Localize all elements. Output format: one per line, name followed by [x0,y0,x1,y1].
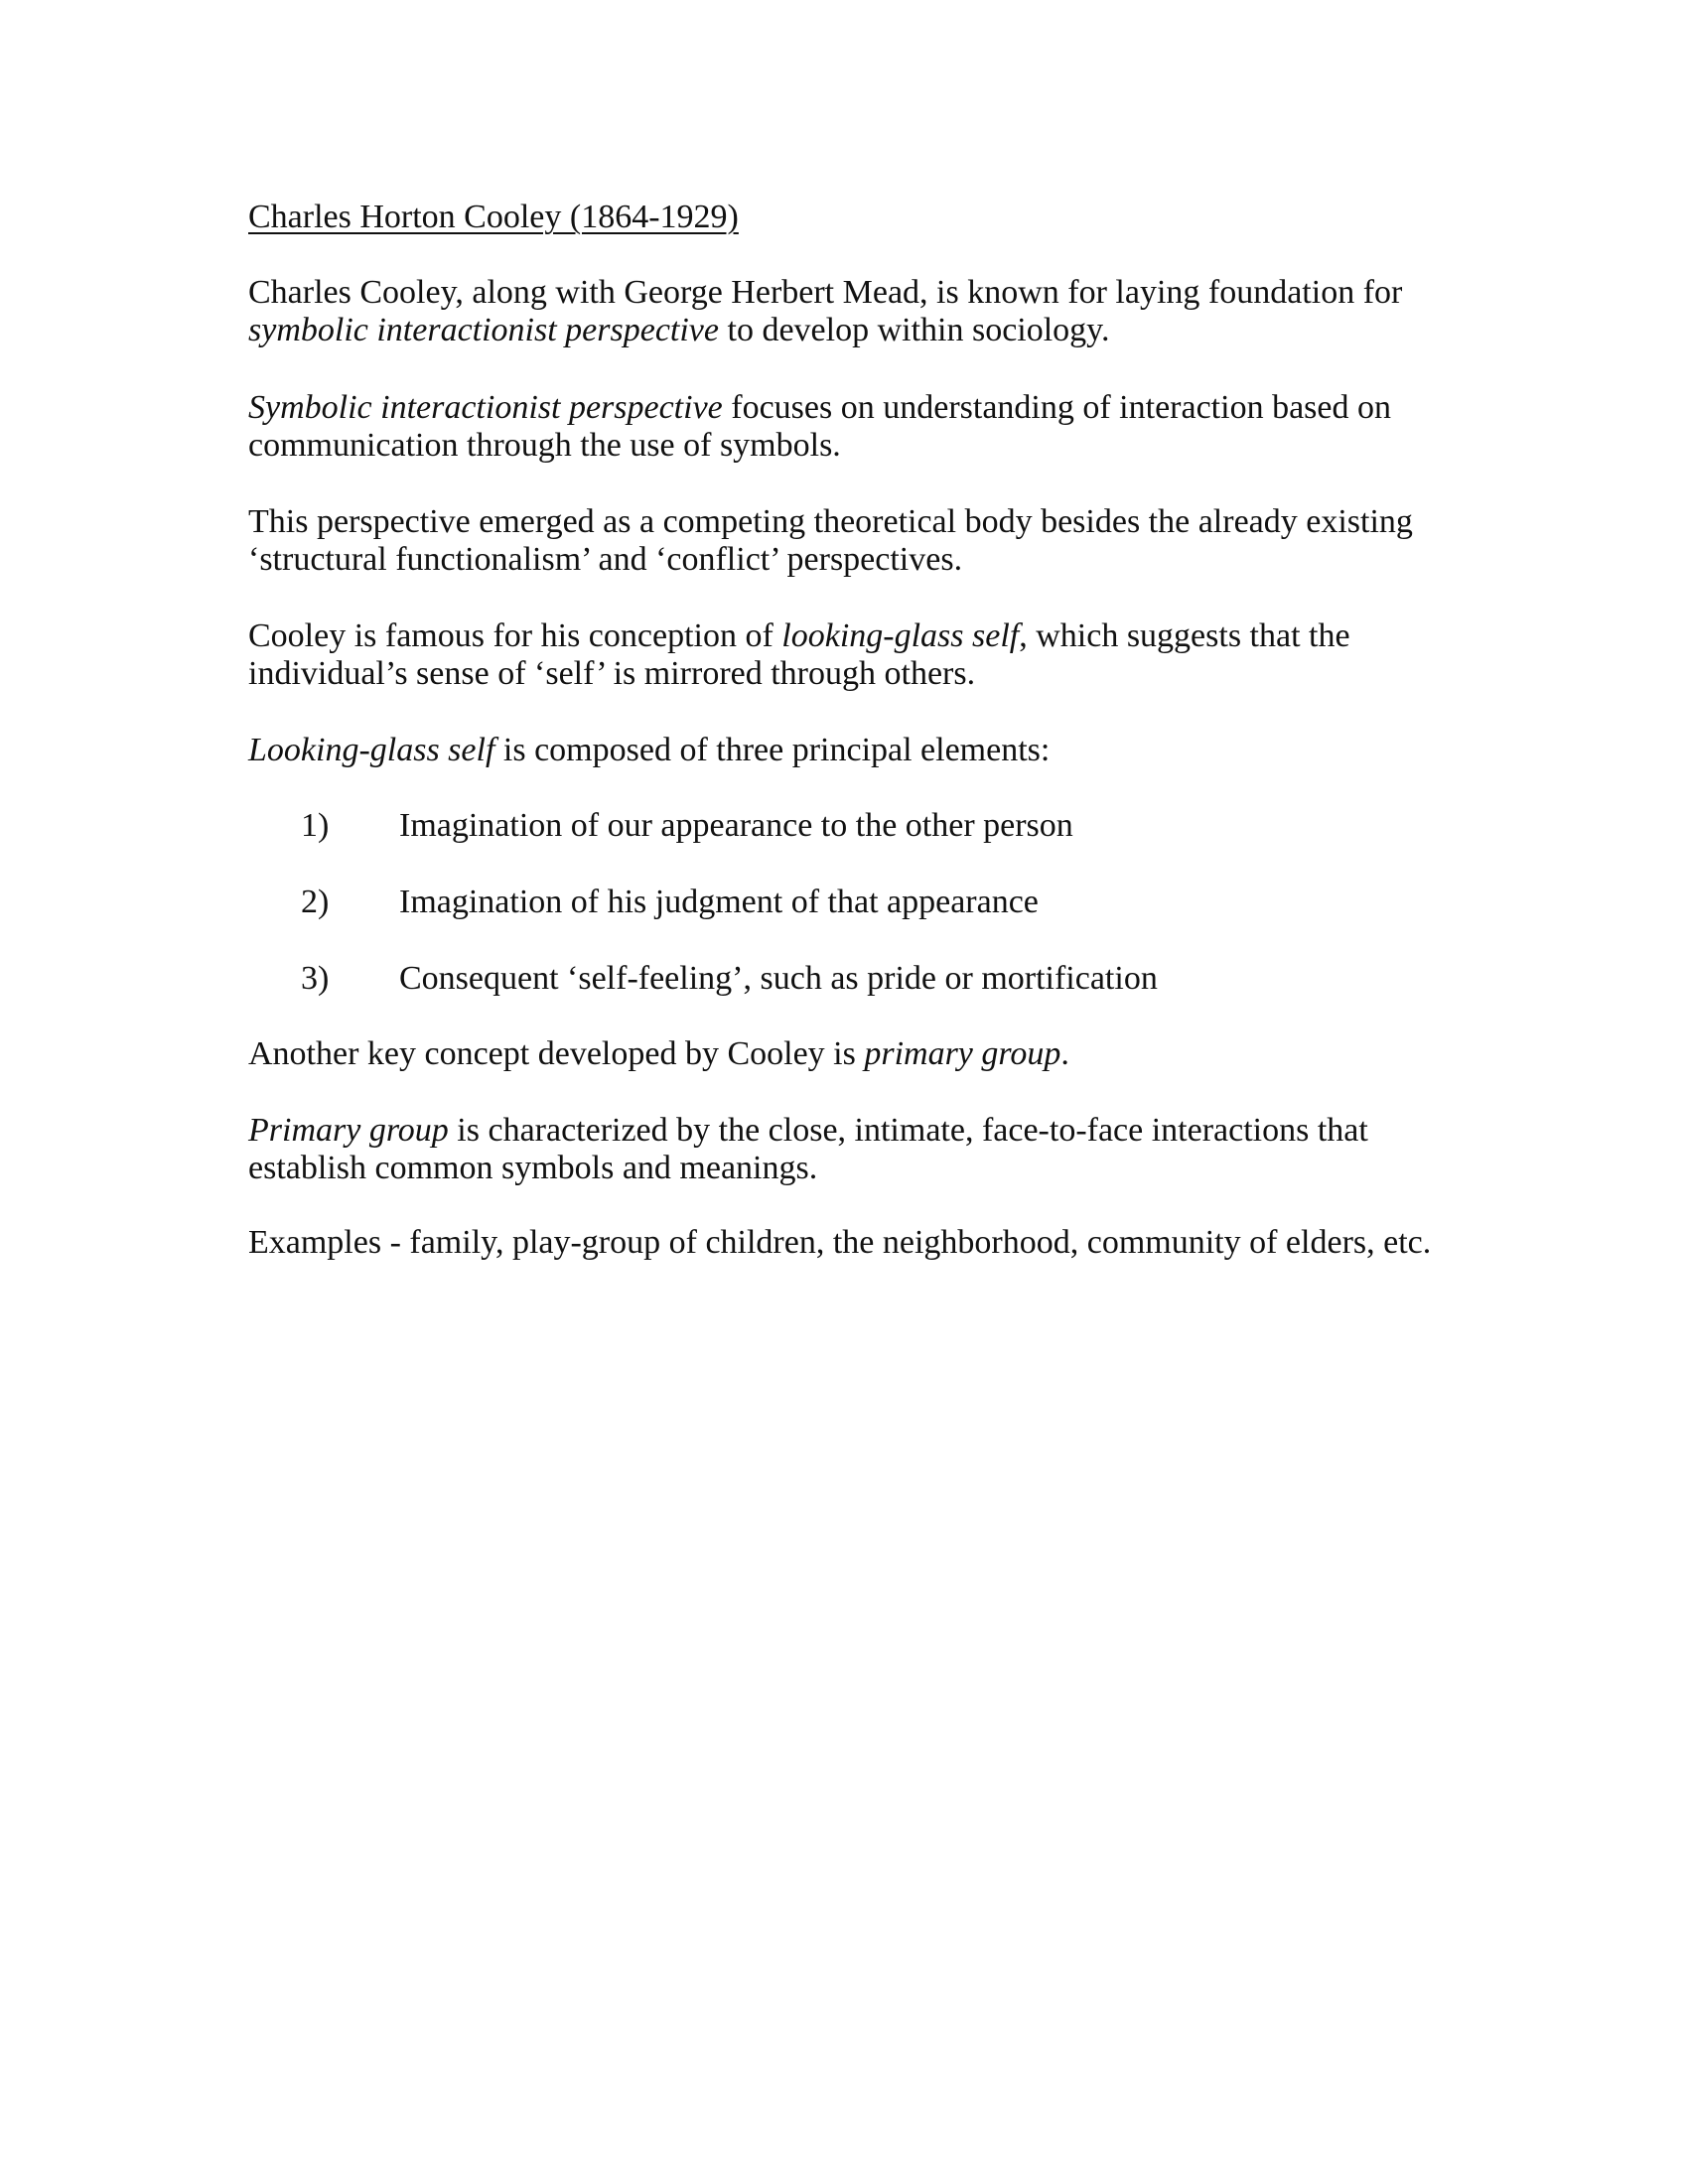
text: , which suggests that the [1019,617,1350,654]
text: Examples - family, play-group of children, the neighborhood, community of elders, etc. [248,1224,1432,1261]
paragraph-2-line-1 [248,389,1391,427]
list-item-text: Consequent ‘self-feeling’, such as pride or mortification [399,960,1158,997]
list-item-text: Imagination of his judgment of that appearance [399,884,1039,920]
text: is characterized by the close, intimate, face-to-face interactions that [448,1112,1368,1149]
paragraph-8-line-1 [248,1224,1431,1262]
text: . [1060,1035,1069,1072]
text: to develop within sociology. [719,312,1110,348]
paragraph-4-line-2 [248,655,975,693]
emphasis: Primary group [248,1112,449,1149]
text: establish common symbols and meanings. [248,1150,818,1186]
paragraph-1-line-2 [248,312,1109,349]
text: communication through the use of symbols. [248,427,841,464]
paragraph-2-line-2 [248,427,841,465]
paragraph-5-line-1 [248,732,1050,769]
list-item-text: Imagination of our appearance to the other person [399,807,1073,844]
list-item-number: 3) [301,960,330,997]
text: ‘structural functionalism’ and ‘conflict’ perspectives. [248,541,963,578]
paragraph-4-line-1 [248,617,1350,655]
emphasis: looking-glass self [781,617,1020,654]
text: Charles Cooley, along with George Herbert Mead, is known for laying foundation for [248,274,1403,311]
text: Another key concept developed by Cooley is [248,1035,865,1072]
paragraph-6-line-1 [248,1035,1069,1073]
text: focuses on understanding of interaction based on [722,389,1391,426]
text: individual’s sense of ‘self’ is mirrored through others. [248,655,976,692]
paragraph-7-line-1 [248,1112,1368,1150]
paragraph-7-line-2 [248,1150,817,1187]
text: This perspective emerged as a competing theoretical body besides the already existing [248,503,1413,540]
paragraph-1-line-1 [248,274,1402,312]
text: Cooley is famous for his conception of [248,617,782,654]
emphasis: primary group [864,1035,1061,1072]
emphasis: Looking-glass self [248,732,495,768]
list-item-number: 2) [301,884,330,920]
paragraph-3-line-1 [248,503,1413,541]
list-item-number: 1) [301,807,330,844]
emphasis: symbolic interactionist perspective [248,312,719,348]
emphasis: Symbolic interactionist perspective [248,389,723,426]
text: is composed of three principal elements: [494,732,1051,768]
document-title: Charles Horton Cooley (1864-1929) [248,199,739,235]
paragraph-3-line-2 [248,541,962,579]
